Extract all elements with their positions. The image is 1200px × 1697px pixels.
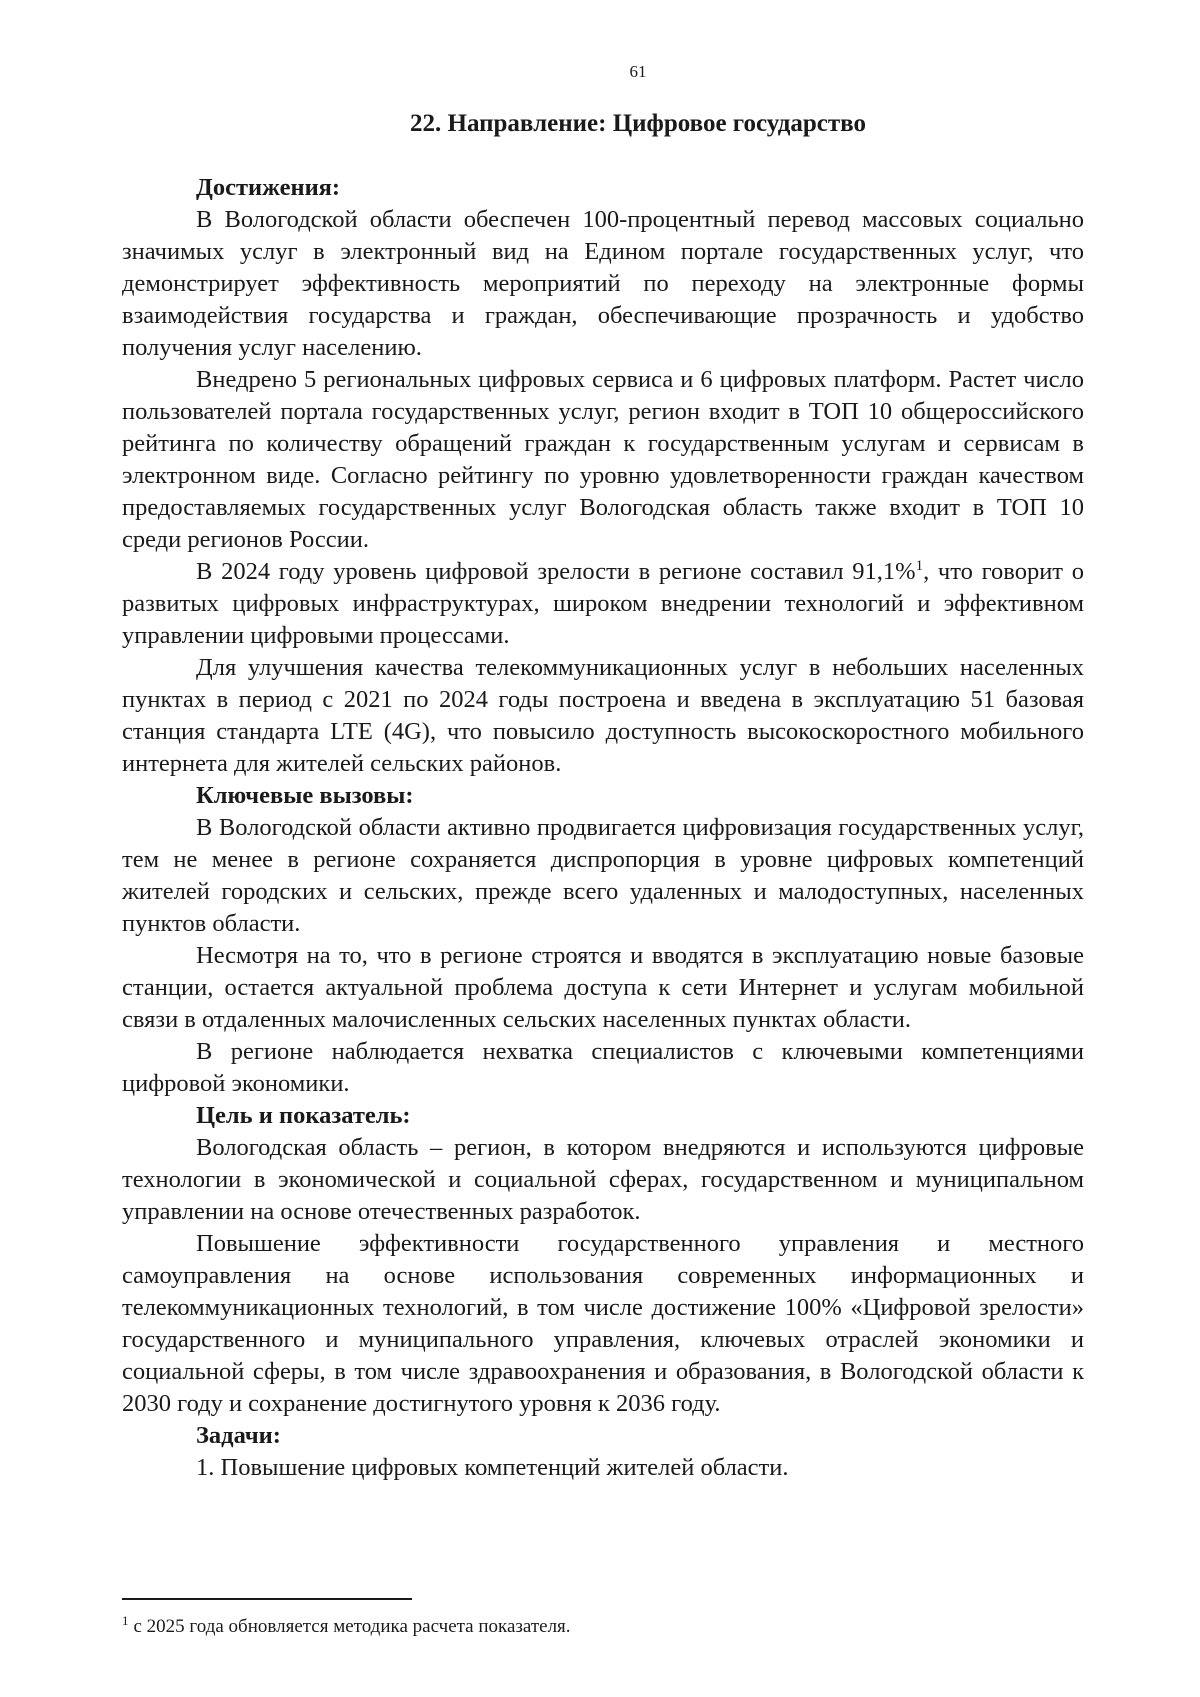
page-number: 61 xyxy=(629,62,647,81)
task-item: 1. Повышение цифровых компетенций жителей области. xyxy=(196,1454,789,1481)
paragraph-text: В 2024 году уровень цифровой зрелости в регионе составил 91,1% xyxy=(196,558,916,585)
footnote xyxy=(122,1614,1084,1640)
footnote-reference[interactable]: 1 xyxy=(915,557,924,574)
paragraph: Несмотря на то, что в регионе строятся и вводятся в эксплуатацию новые базовые станции, остается актуальной проблема доступа к сети Интернет и услугам мобильной связи в отдаленных малочисленных сельских населенных пунктах области. xyxy=(122,942,1084,1033)
footnote-mark: 1 xyxy=(122,1612,129,1628)
page-title: 22. Направление: Цифровое государство xyxy=(410,110,866,137)
paragraph: В Вологодской области активно продвигается цифровизация государственных услуг, тем не менее в регионе сохраняется диспропорция в уровне цифровых компетенций жителей городских и сельских, прежде всего удаленных и малодоступных, населенных пунктов области. xyxy=(122,814,1084,937)
section-heading-achievements: Достижения: xyxy=(196,174,341,201)
paragraph: Для улучшения качества телекоммуникационных услуг в небольших населенных пунктах в период с 2021 по 2024 годы построена и введена в эксплуатацию 51 базовая станция стандарта LTE (4G), что повысило доступность высокоскоростного мобильного интернета для жителей сельских районов. xyxy=(122,654,1084,777)
document-body xyxy=(122,172,1084,1484)
footnote-separator xyxy=(122,1598,412,1600)
paragraph: В Вологодской области обеспечен 100-процентный перевод массовых социально значимых услуг в электронный вид на Едином портале государственных услуг, что демонстрирует эффективность мероприятий по переходу на электронные формы взаимодействия государства и граждан, обеспечивающие прозрачность и удобство получения услуг населению. xyxy=(122,206,1084,361)
section-heading-tasks: Задачи: xyxy=(196,1422,281,1449)
paragraph: Повышение эффективности государственного управления и местного самоуправления на основе использования современных информационных и телекоммуникационных технологий, в том числе достижение 100% «Цифровой зрелости» государственного и муниципального управления, ключевых отраслей экономики и социальной сферы, в том числе здравоохранения и образования, в Вологодской области к 2030 году и сохранение достигнутого уровня к 2036 году. xyxy=(122,1230,1084,1417)
paragraph: Внедрено 5 региональных цифровых сервиса и 6 цифровых платформ. Растет число пользователей портала государственных услуг, регион входит в ТОП 10 общероссийского рейтинга по количеству обращений граждан к государственным услугам и сервисам в электронном виде. Согласно рейтингу по уровню удовлетворенности граждан качеством предоставляемых государственных услуг Вологодская область также входит в ТОП 10 среди регионов России. xyxy=(122,366,1084,553)
section-heading-goal: Цель и показатель: xyxy=(196,1102,411,1129)
paragraph xyxy=(122,556,1084,652)
paragraph: Вологодская область – регион, в котором внедряются и используются цифровые технологии в экономической и социальной сферах, государственном и муниципальном управлении на основе отечественных разработок. xyxy=(122,1134,1084,1225)
paragraph-text: , что говорит о развитых цифровых инфраструктурах, широком внедрении технологий и эффективном управлении цифровыми процессами. xyxy=(122,558,1084,649)
section-heading-challenges: Ключевые вызовы: xyxy=(196,782,414,809)
paragraph: В регионе наблюдается нехватка специалистов с ключевыми компетенциями цифровой экономики. xyxy=(122,1038,1084,1097)
footnote-text: с 2025 года обновляется методика расчета показателя. xyxy=(133,1616,571,1637)
